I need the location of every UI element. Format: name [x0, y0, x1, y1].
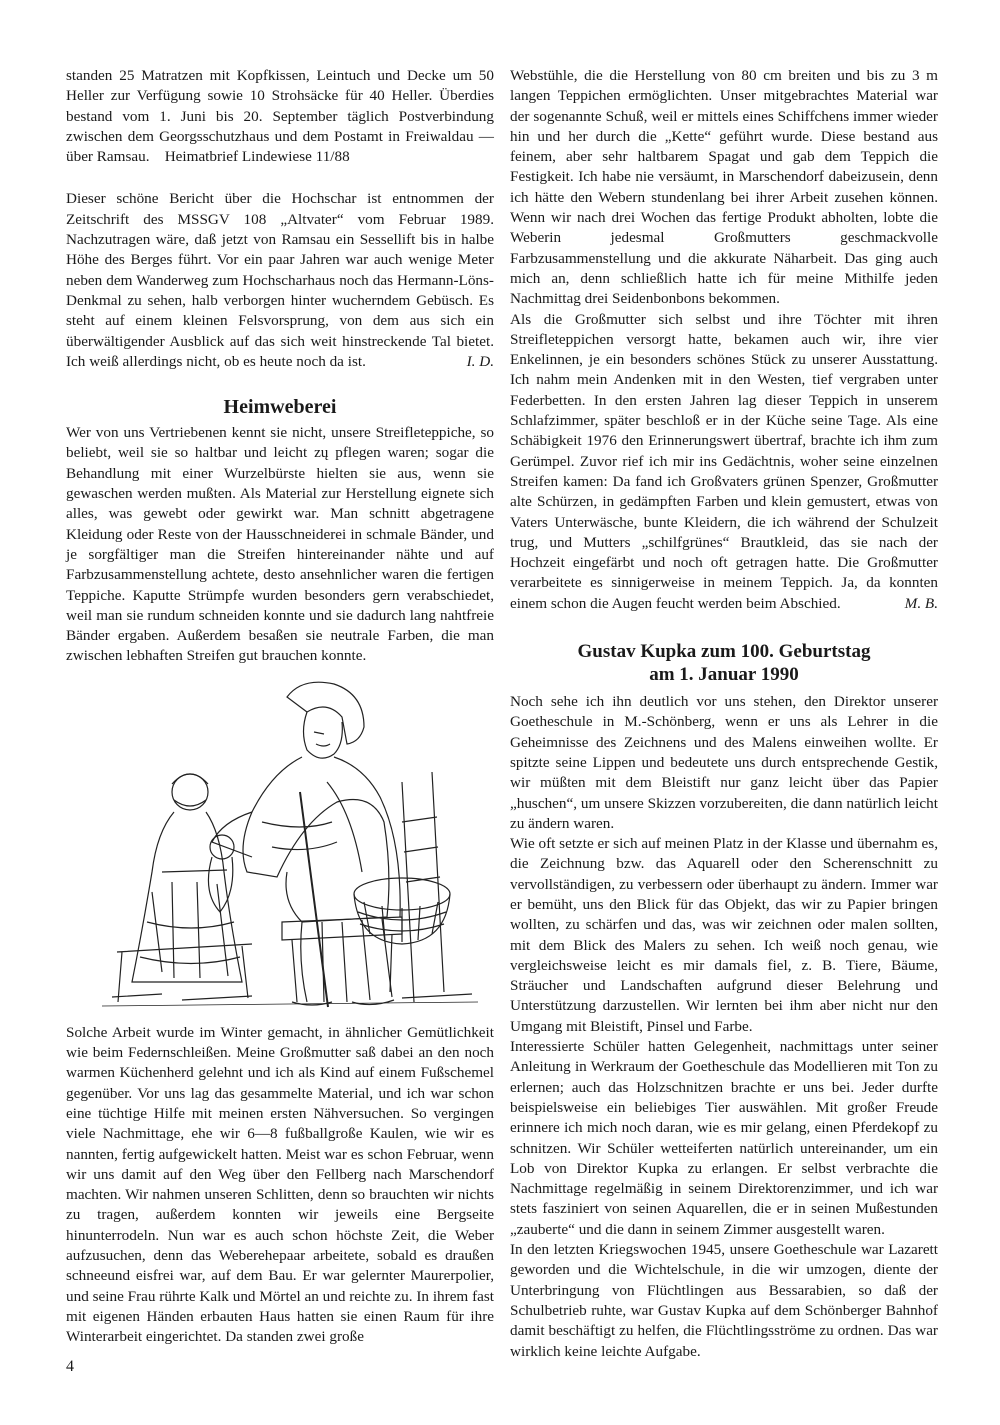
left-paragraph-2: Dieser schöne Bericht über die Hochschar ist entnommen der Zeitschrift des MSSGV 108 „Altvater“ vom Februar 1989. Nachzutragen wäre, daß jetzt von Ramsau ein Sessellift bis in halbe Höhe des Berges führt. Vor ein paar Jahren war auch wenige Meter neben dem Wanderweg zum Hochscharhaus noch das Hermann-Löns-Denkmal zu sehen, halb verborgen hinter wucherndem Gebüsch. Es steht auf einem kleinen Felsvorsprung, von dem aus sich ein überwältigender Ausblick auf das sich weit hinstreckende Tal bietet. Ich weiß allerdings nicht, ob es heute noch da ist. I. D. [66, 189, 494, 372]
right-paragraph-3: Noch sehe ich ihn deutlich vor uns stehen, den Direktor unserer Goetheschule in M.-Schönberg, wenn er uns als Lehrer in die Geheimnisse des Zeichnens und des Malens einweihen wollte. Er spitzte seine Lippen und bedeutete uns durch entsprechende Gestik, wir müßten mit dem Bleistift nur ganz leicht über das Papier „huschen“, um unsere Skizzen vorzubereiten, die dann natürlich leicht zu ändern waren. [510, 693, 938, 832]
heading-kupka-line1: Gustav Kupka zum 100. Geburtstag [577, 641, 871, 663]
author-signature-mb: M. B. [904, 594, 938, 612]
left-paragraph-4: Solche Arbeit wurde im Winter gemacht, in ähnlicher Gemütlichkeit wie beim Federnschleißen. Meine Großmutter saß dabei an den noch warmen Küchenherd gelehnt und ich als Kind auf einem Fußschemel gegenüber. Vor uns lag das gesammelte Material, und ich war schon eine tüchtige Hilfe mit meinen ersten Nähversuchen. So vergingen viele Nachmittage, ehe wir 6—8 fußballgroße Kaulen, wie wir es nannten, fertig aufgewickelt hatten. Meist war es schon Februar, wenn wir uns damit auf den Weg über den Fellberg nach Marschendorf machten. Wir nahmen unseren Schlitten, denn so brauchten wir nichts zu tragen, außerdem konnten wir jeweils eine Bergseite hinunterrodeln. Nun war es auch schon höchste Zeit, die Weber aufzusuchen, denn das Weberehepaar arbeitete, sobald es draußen schneeund eisfrei war, auf dem Bau. Er war gelernter Maurerpolier, und seine Frau rührte Kalk und Mörtel an und reichte zu. In ihrem fast mit eigenen Händen erbauten Haus hatten sie einen Raum für ihre Winterarbeit eingerichtet. Da standen zwei große [66, 1023, 494, 1346]
left-paragraph-3: Wer von uns Vertriebenen kennt sie nicht, unsere Streifleteppiche, so beliebt, weil sie so haltbar und leicht zų pflegen waren; sogar die Behandlung mit einer Wurzelbürste hielten sie aus, wenn sie gewaschen werden mußten. Als Material zur Herstellung eignete sich alles, was gewebt oder gewirkt war. Man schnitt abgetragene Kleidung oder Reste von der Hausschneiderei in schmale Bänder, und je sorgfältiger man die Streifen hintereinander nähte und auf Farbzusammenstellung achtete, desto ansehnlicher waren die fertigen Teppiche. Kaputte Strümpfe wurden besonders gern verabschiedet, weil man sie rundum schneiden konnte und sie dadurch lang nahtfreie Bänder ergaben. Außerdem besaßen sie neutrale Farben, die man zwischen lebhaften Streifen gut brauchen konnte. [66, 424, 494, 665]
source-citation: Heimatbrief Lindewiese 11/88 [164, 148, 350, 166]
heading-kupka-line2: am 1. Januar 1990 [649, 664, 799, 686]
grandmother-with-child-engraving-icon [102, 672, 478, 1010]
right-paragraph-6: In den letzten Kriegswochen 1945, unsere Goetheschule war Lazarett geworden und die Wichtelschule, in die wir umzogen, diente der Unterbringung von Flüchtlingen aus Bessarabien, so daß der Schulbetrieb ruhte, war Gustav Kupka auf dem Schönberger Bahnhof damit beschäftigt zu helfen, die Flüchtlingsströme zu ordnen. Das war wirklich keine leichte Aufgabe. [510, 1241, 938, 1360]
right-paragraph-2: Als die Großmutter sich selbst und ihre Töchter mit ihren Streifleteppichen versorgt hatte, bekamen auch wir, ihre vier Enkelinnen, je ein besonders schönes Stück zu unserer Ausstattung. Ich nahm mein Andenken mit in den Westen, tief vergraben unter Federbetten. In den ersten Jahren lag dieser Teppich in unserem Schlafzimmer, später beschloß er in der Küche seine Tage. Als eine Schäbigkeit 1976 den Erinnerungswert übertraf, brachte ich ihm zum Gerümpel. Zuvor rief ich mir ins Gedächtnis, woher seine einzelnen Streifen kamen: Da fand ich Großvaters grünen Spenzer, Großmutter alte Schürzen, in gedämpften Farben und klein gemustert, etwas von Vaters Unterwäsche, bunte Kleidern, die ich während der Schulzeit trug, und Mutters „schilfgrünes“ Brautkleid, das sie nach der Hochzeit eingefärbt und noch oft getragen hatte. Die Großmutter verarbeitete es sinnigerweise in meinem Teppich. Ja, da konnten einem schon die Augen feucht werden beim Abschied. M. B. [510, 310, 938, 614]
right-paragraph-5: Interessierte Schüler hatten Gelegenheit, nachmittags unter seiner Anleitung in Werkraum der Goetheschule das Modellieren mit Ton zu erlernen; auch das Holzschnitzen brachte er uns bei. Jeder durfte beispielsweise ein beliebiges Tier auswählen. Mit großer Freude erinnere ich mich noch daran, wie es mir gelang, einen Pferdekopf zu schnitzen. Wir Schüler wetteiferten natürlich untereinander, um ein Lob von Direktor Kupka zu erlangen. Er selbst verbrachte die Nachmittage regelmäßig in seinem Direktorenzimmer, und ich war stets fasziniert von seinen Aquarellen, die er in seinen Mußestunden „zauberte“ und die dann in seinem Zimmer ausgestellt waren. [510, 1038, 938, 1238]
page-number: 4 [66, 1358, 74, 1375]
heading-heimweberei: Heimweberei [223, 396, 337, 419]
left-paragraph-1: standen 25 Matratzen mit Kopfkissen, Leintuch und Decke um 50 Heller zur Verfügung sowie 10 Strohsäcke für 40 Heller. Überdies bestand vom 1. Juni bis 20. September täglich Postverbindung zwischen dem Georgsschutzhaus und dem Postamt in Freiwaldau — über Ramsau. Heimatbrief Lindewiese 11/88 [66, 67, 494, 166]
right-paragraph-4: Wie oft setzte er sich auf meinen Platz in der Klasse und übernahm es, die Zeichnung bzw. das Aquarell oder den Scherenschnitt zu vervollständigen, zu verbessern oder überhaupt zu ändern. Immer war er bemüht, uns den Blick für das Objekt, das wir zu Papier bringen wollten, zu schärfen und das, was wir zeichnen oder malen sollten, mit dem Blick des Malers zu sehen. Ich weiß noch genau, wie vergleichsweise leicht es mir damals fiel, z. B. Tiere, Bäume, Sträucher und Landschaften aufgrund dieser Belehrung und Unterstützung darzustellen. Wir lernten bei ihm aber nicht nur den Umgang mit Bleistift, Pinsel und Farbe. [510, 835, 938, 1035]
author-signature-id: I. D. [466, 352, 494, 370]
right-column [510, 66, 938, 1362]
right-paragraph-1: Webstühle, die die Herstellung von 80 cm breiten und bis zu 3 m langen Teppichen ermöglichten. Unser mitgebrachtes Material war der sogenannte Schuß, weil er mittels eines Schiffchens immer wieder hin und her durch die „Kette“ geführt wurde. Diese bestand aus feinem, aber sehr haltbarem Spagat und gab dem Teppich die Festigkeit. Ich habe nie versäumt, in Marschendorf dabeizusein, denn ich hätte den Webern stundenlang bei ihrer Arbeit zusehen können. Wenn wir nach drei Wochen das fertige Produkt abholten, lobte die Weberin jedesmal Großmutters geschmackvolle Farbzusammenstellung und die akkurate Näharbeit. Das ging auch mich an, denn schließlich hatte ich für meine Mithilfe jeden Nachmittag drei Seidenbonbons bekommen. [510, 67, 938, 308]
